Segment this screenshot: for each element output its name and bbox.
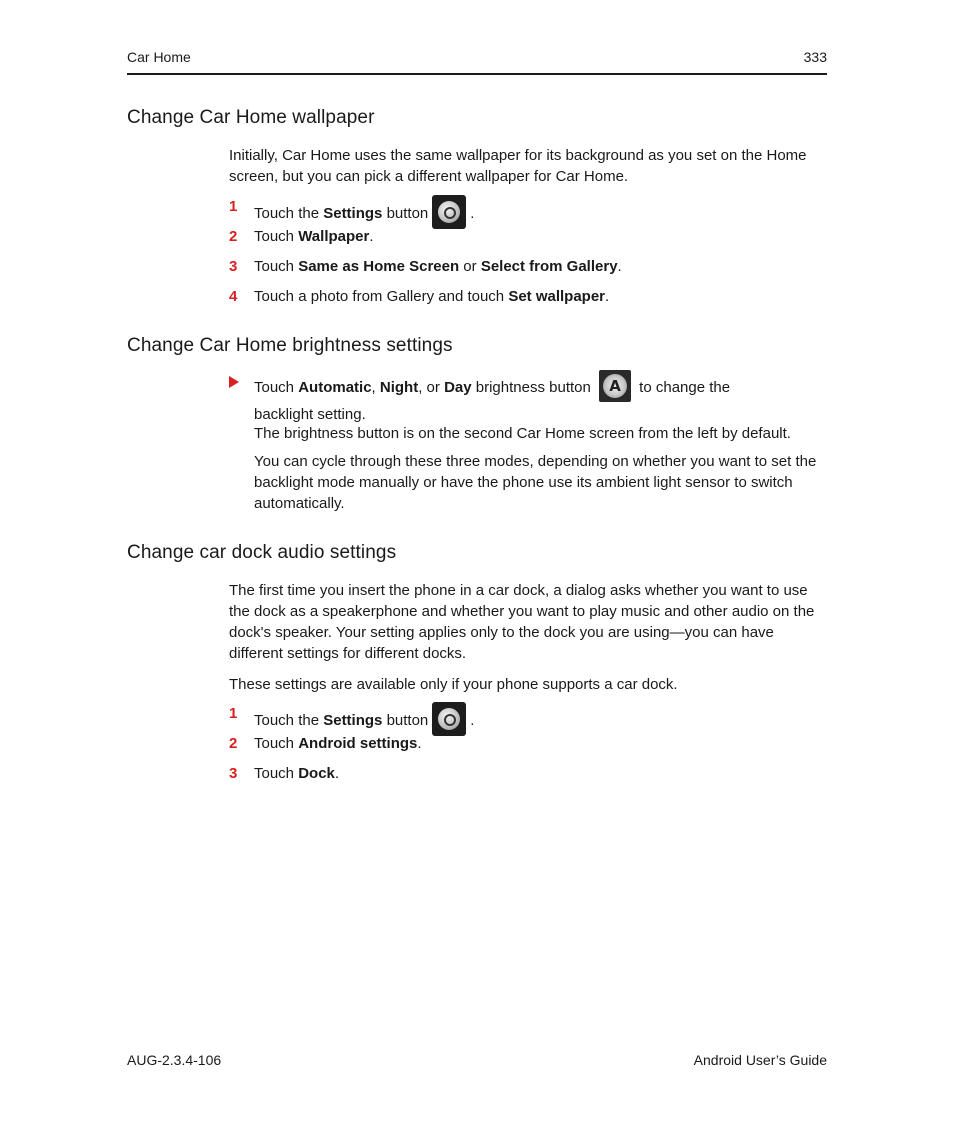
- footer-title: Android User’s Guide: [693, 1052, 827, 1068]
- triangle-bullet-icon: [229, 376, 239, 388]
- heading-dock-audio: Change car dock audio settings: [127, 542, 397, 563]
- brightness-auto-icon[interactable]: A: [599, 370, 631, 402]
- heading-brightness: Change Car Home brightness settings: [127, 335, 453, 356]
- page-header: [127, 49, 827, 75]
- heading-wallpaper: Change Car Home wallpaper: [127, 107, 375, 128]
- dock-intro: The first time you insert the phone in a car dock, a dialog asks whether you want to use the dock as a speakerphone and whether you want to play music and other audio on the dock's speaker. Your setting applies only to the dock you are using—you can have different settings for different docks.: [229, 582, 815, 662]
- wallpaper-intro: Initially, Car Home uses the same wallpaper for its background as you set on the Home screen, but you can pick a different wallpaper for Car Home.: [229, 147, 807, 185]
- settings-dial-icon[interactable]: [432, 195, 466, 229]
- dock-availability: These settings are available only if your phone supports a car dock.: [229, 676, 678, 693]
- settings-dial-icon[interactable]: [432, 702, 466, 736]
- footer-doc-id: AUG-2.3.4-106: [127, 1052, 222, 1068]
- brightness-note-1: The brightness button is on the second Car Home screen from the left by default.: [254, 425, 791, 442]
- brightness-note-2: You can cycle through these three modes, depending on whether you want to set the backlight mode manually or have the phone use its ambient light sensor to switch automatically.: [254, 453, 817, 512]
- brightness-instruction: Touch Automatic, Night, or Day brightness button A to change the backlight setting.: [254, 372, 827, 425]
- header-page-number: 333: [803, 49, 827, 65]
- header-section: Car Home: [127, 49, 191, 65]
